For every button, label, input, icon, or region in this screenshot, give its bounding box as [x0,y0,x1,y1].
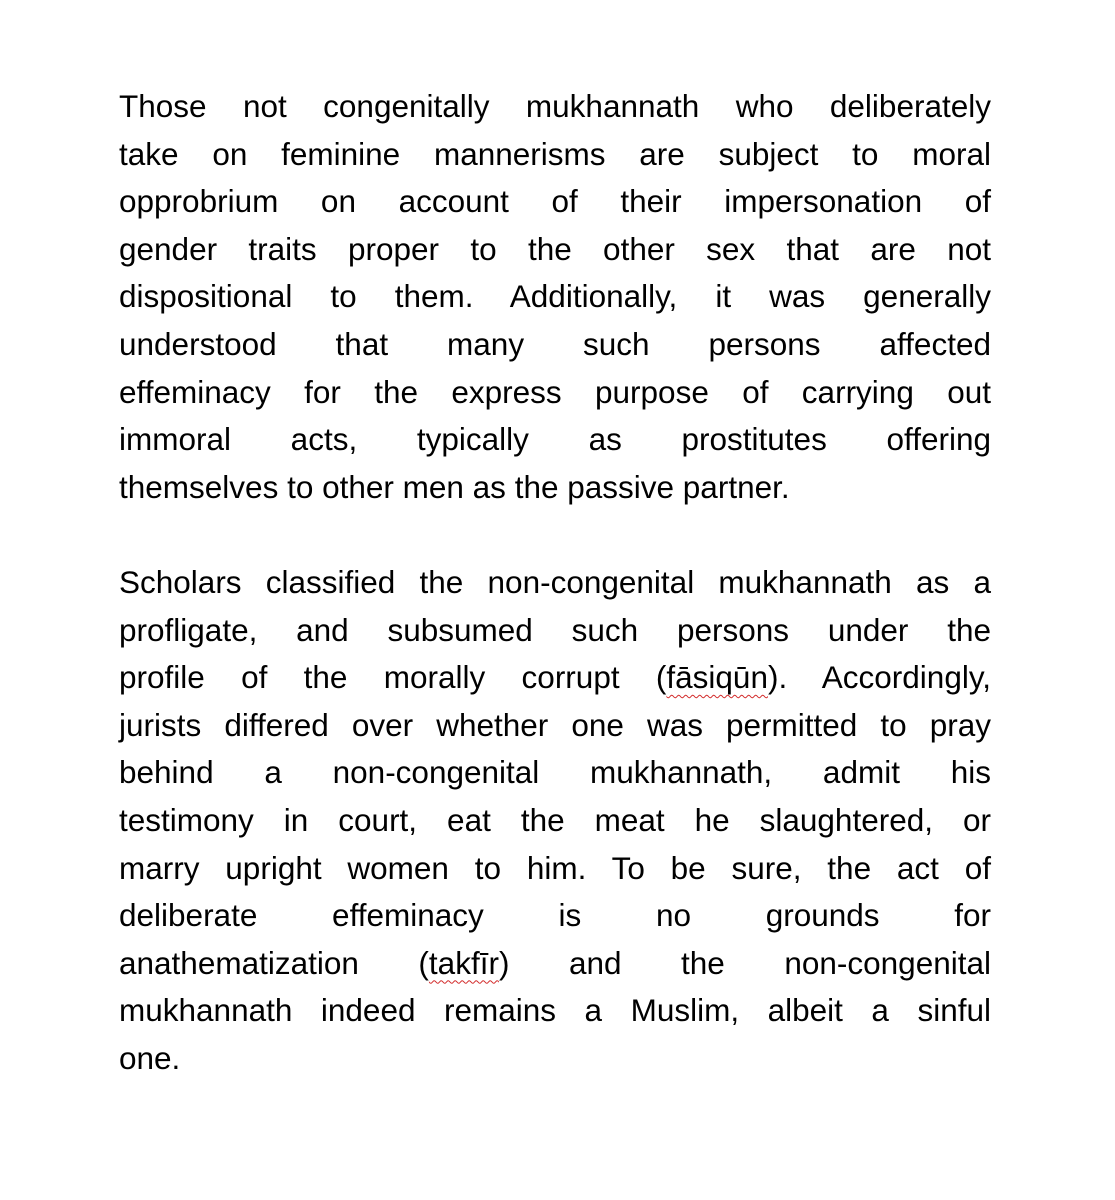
text-line: behind a non-congenital mukhannath, admit his [119,754,991,791]
text-line: anathematization (takfīr) and the non-congenital [119,944,991,981]
spellcheck-flagged-word[interactable]: takfīr [428,944,499,981]
text-line: take on feminine mannerisms are subject to moral [119,135,991,172]
paragraph-gap [119,511,991,559]
text-line: profile of the morally corrupt (fāsiqūn). Accordingly, [119,659,992,696]
text-line: effeminacy for the express purpose of carrying out [119,373,991,410]
text-line: opprobrium on account of their impersonation of [119,183,991,220]
paragraph-1 [119,83,991,511]
text-line: Scholars classified the non-congenital mukhannath as a [119,563,991,600]
text-line: understood that many such persons affected [119,325,991,362]
text-line: profligate, and subsumed such persons under the [119,611,991,648]
text-line: gender traits proper to the other sex that are not [119,230,991,267]
document-page [119,83,991,1082]
text-line: mukhannath indeed remains a Muslim, albeit a sinful [119,992,991,1029]
text-line: immoral acts, typically as prostitutes offering [119,421,991,458]
text-line: jurists differed over whether one was permitted to pray [119,706,991,743]
text-line: Those not congenitally mukhannath who deliberately [119,88,991,124]
text-line: themselves to other men as the passive partner. [119,468,790,505]
text-line: dispositional to them. Additionally, it was generally [119,278,991,315]
text-line: testimony in court, eat the meat he slaughtered, or [119,801,991,838]
spellcheck-flagged-word[interactable]: fāsiqūn [666,659,768,696]
text-line: deliberate effeminacy is no grounds for [119,897,991,934]
paragraph-2 [119,559,991,1083]
text-line: one. [119,1039,181,1076]
text-line: marry upright women to him. To be sure, the act of [119,849,991,886]
